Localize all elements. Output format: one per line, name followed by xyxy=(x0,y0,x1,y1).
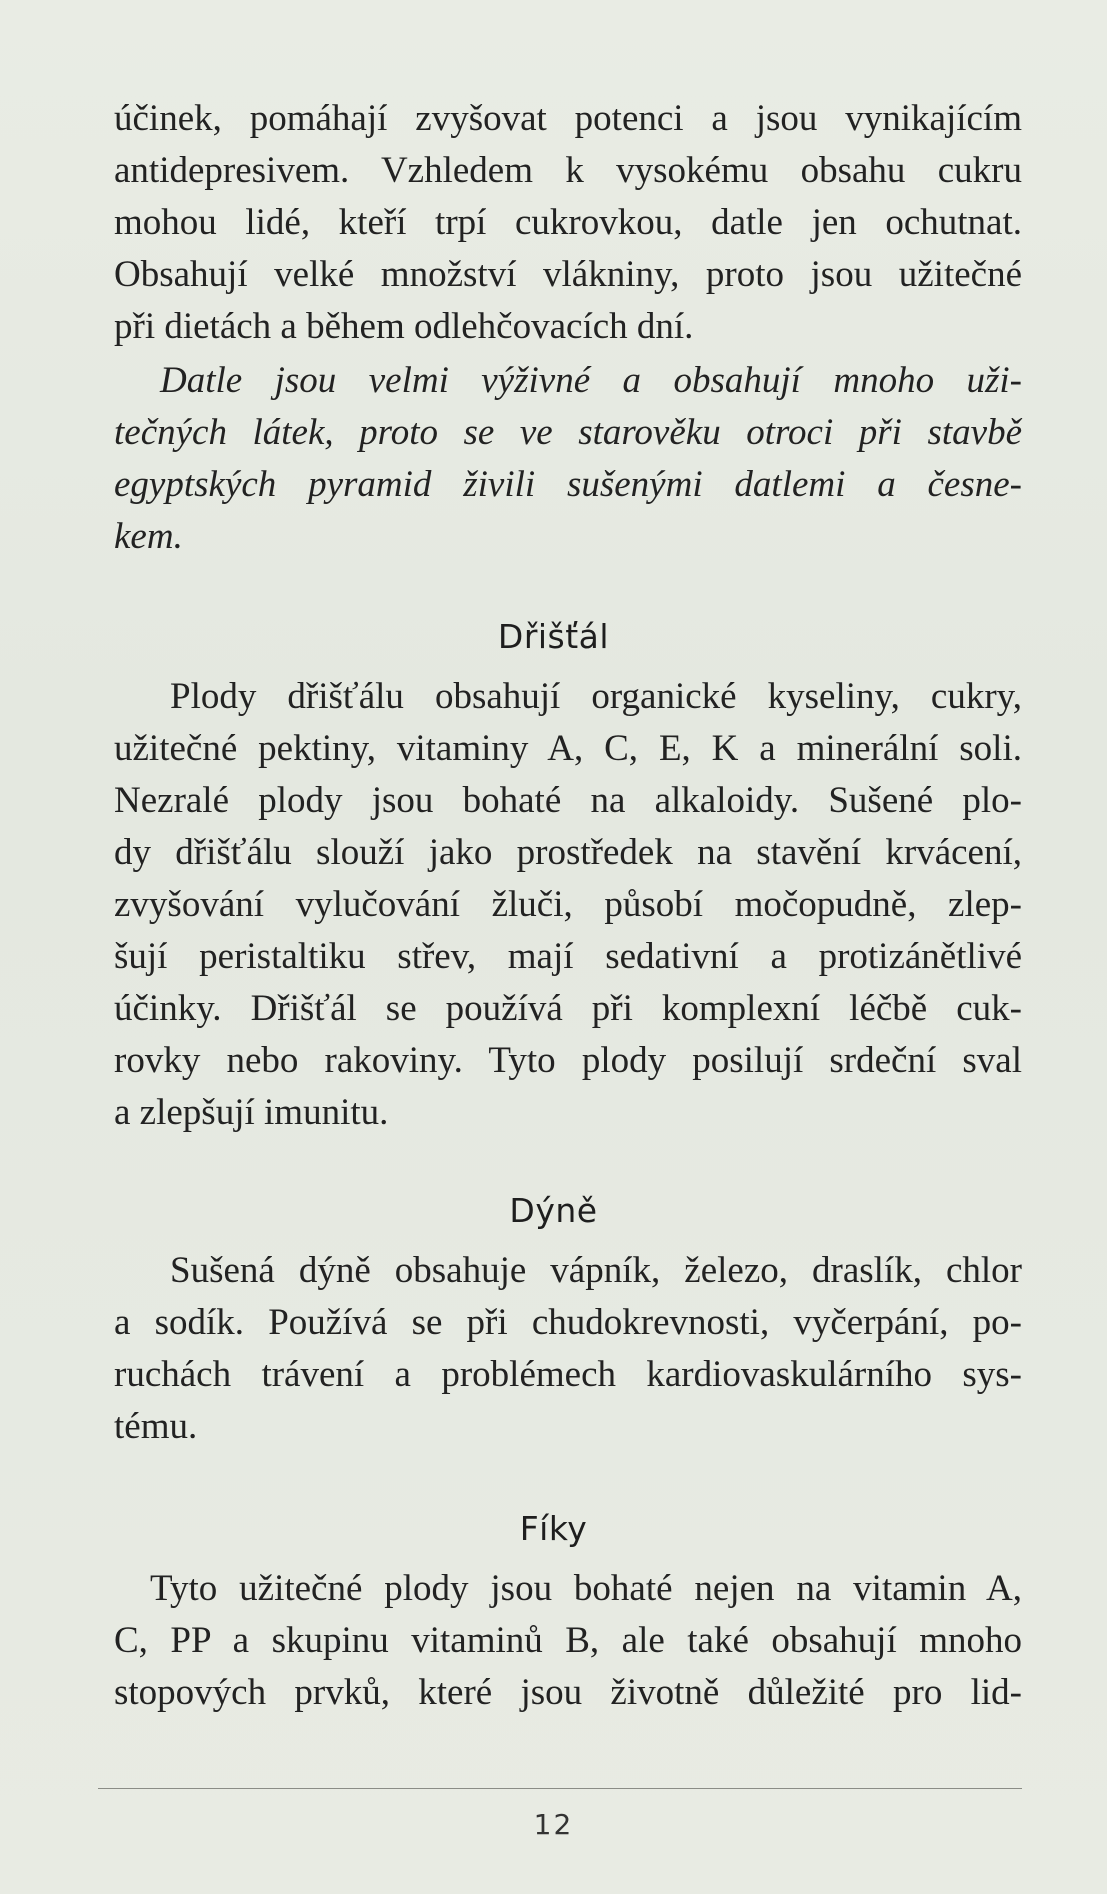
intro-line: účinek, pomáhají zvyšovat potenci a jsou vynikajícím xyxy=(114,98,1022,139)
intro-line: antidepresivem. Vzhledem k vysokému obsahu cukru xyxy=(114,150,1022,191)
intro-line: mohou lidé, kteří trpí cukrovkou, datle jen ochutnat. xyxy=(114,202,1022,243)
section-line: tému. xyxy=(114,1406,198,1447)
section-line: dy dřišťálu slouží jako prostředek na stavění krvácení, xyxy=(114,832,1022,873)
page-number: 12 xyxy=(533,1808,574,1841)
intro-line: při dietách a během odlehčovacích dní. xyxy=(114,306,694,347)
section-line: užitečné pektiny, vitaminy A, C, E, K a minerální soli. xyxy=(114,728,1022,769)
section-line: C, PP a skupinu vitaminů B, ale také obsahují mnoho xyxy=(114,1620,1022,1661)
section-line: a sodík. Používá se při chudokrevnosti, vyčerpání, po- xyxy=(114,1302,1022,1343)
section-line: šují peristaltiku střev, mají sedativní a protizánětlivé xyxy=(114,936,1022,977)
italic-line: kem. xyxy=(114,516,183,557)
section-heading: Dřišťál xyxy=(497,617,610,656)
section-line: účinky. Dřišťál se používá při komplexní léčbě cuk- xyxy=(114,988,1022,1029)
section-line: rovky nebo rakoviny. Tyto plody posilují srdeční sval xyxy=(114,1040,1022,1081)
section-line: ruchách trávení a problémech kardiovaskulárního sys- xyxy=(114,1354,1022,1395)
italic-line: egyptských pyramid živili sušenými datlemi a česne- xyxy=(114,464,1022,505)
section-line: Tyto užitečné plody jsou bohaté nejen na vitamin A, xyxy=(150,1568,1022,1609)
section-line: Sušená dýně obsahuje vápník, železo, draslík, chlor xyxy=(170,1250,1022,1291)
section-line: Plody dřišťálu obsahují organické kyseliny, cukry, xyxy=(170,676,1022,717)
section-line: Nezralé plody jsou bohaté na alkaloidy. Sušené plo- xyxy=(114,780,1022,821)
intro-line: Obsahují velké množství vlákniny, proto jsou užitečné xyxy=(114,254,1022,295)
italic-line: tečných látek, proto se ve starověku otroci při stavbě xyxy=(114,412,1022,453)
section-line: stopových prvků, které jsou životně důležité pro lid- xyxy=(114,1672,1022,1713)
italic-line: Datle jsou velmi výživné a obsahují mnoho uži- xyxy=(160,360,1022,401)
section-line: zvyšování vylučování žluči, působí močopudně, zlep- xyxy=(114,884,1022,925)
footer-rule xyxy=(98,1788,1022,1789)
section-heading: Fíky xyxy=(519,1509,588,1548)
section-heading: Dýně xyxy=(509,1191,598,1230)
section-line: a zlepšují imunitu. xyxy=(114,1092,389,1133)
